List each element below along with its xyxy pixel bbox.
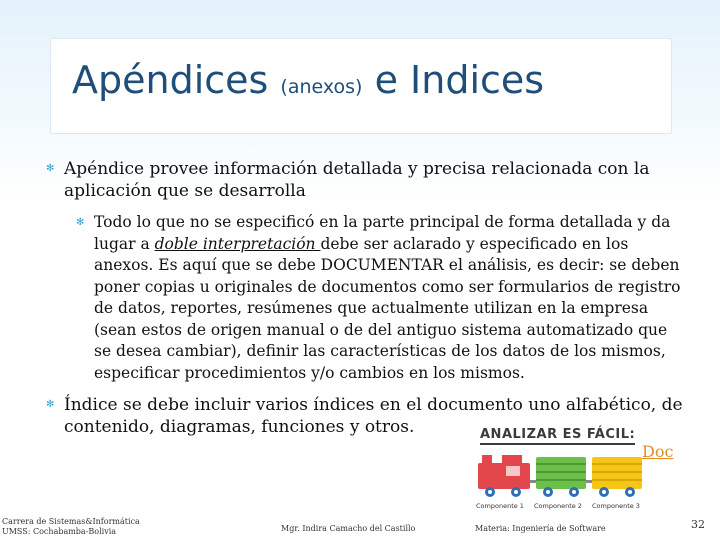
footer-subject: Materia: Ingeniería de Software	[475, 524, 606, 533]
footer-career: Carrera de Sistemas&Informática	[2, 517, 140, 526]
apendice-text: provee información detallada y precisa relacionada con la aplicación que se desarrolla	[64, 159, 650, 201]
subitem-text-after: debe ser aclarado y especificado en los anexos. Es aquí que se debe DOCUMENTAR el análisis, es decir: se deben poner copias u originales de documentos como ser formularios de registro de datos, reportes, resúmenes que actualmente utilizan en la empresa (sean estos de origen manual o de del antiguo sistema automatizado que se desea cambiar), definir las características de los datos de los mismos, especificar procedimientos y/o cambios en los mismos.	[94, 234, 681, 382]
illustration-heading: ANALIZAR ES FÁCIL:	[480, 427, 635, 442]
bullet-icon: ✻	[46, 399, 55, 410]
bullet-icon: ✻	[46, 163, 55, 174]
indice-term: Índice	[64, 395, 118, 415]
footer-university: UMSS: Cochabamba-Bolivia	[2, 527, 117, 536]
bullet-icon: ✻	[76, 217, 85, 228]
bullet-apendice	[46, 158, 686, 202]
slide-body	[46, 158, 686, 448]
apendice-term: Apéndice	[64, 159, 145, 179]
train-car-green	[536, 457, 586, 497]
doc-link[interactable]: Doc	[642, 442, 674, 461]
footer-left	[2, 517, 140, 537]
component-label: Componente 3	[592, 502, 640, 510]
title-small: (anexos)	[280, 76, 363, 98]
indice-text: se debe incluir varios índices en el documento uno alfabético, de contenido, diagramas, funciones y otros.	[64, 395, 683, 437]
component-label: Componente 2	[534, 502, 582, 510]
subitem-underlined: doble interpretación	[154, 234, 321, 253]
page-number: 32	[691, 518, 705, 531]
title-main-1: Apéndices	[72, 58, 269, 102]
analizar-illustration	[474, 425, 646, 520]
title-main-2: e Indices	[374, 58, 545, 102]
footer-author: Mgr. Indira Camacho del Castillo	[281, 524, 416, 533]
component-label: Componente 1	[476, 502, 524, 510]
slide-title	[72, 60, 544, 102]
train-car-red	[478, 455, 530, 497]
train-car-yellow	[592, 457, 642, 497]
subitem-text-before: Todo lo que no se especificó en la parte principal de forma detallada y da lugar a	[94, 213, 671, 253]
bullet-subitem	[46, 212, 686, 384]
